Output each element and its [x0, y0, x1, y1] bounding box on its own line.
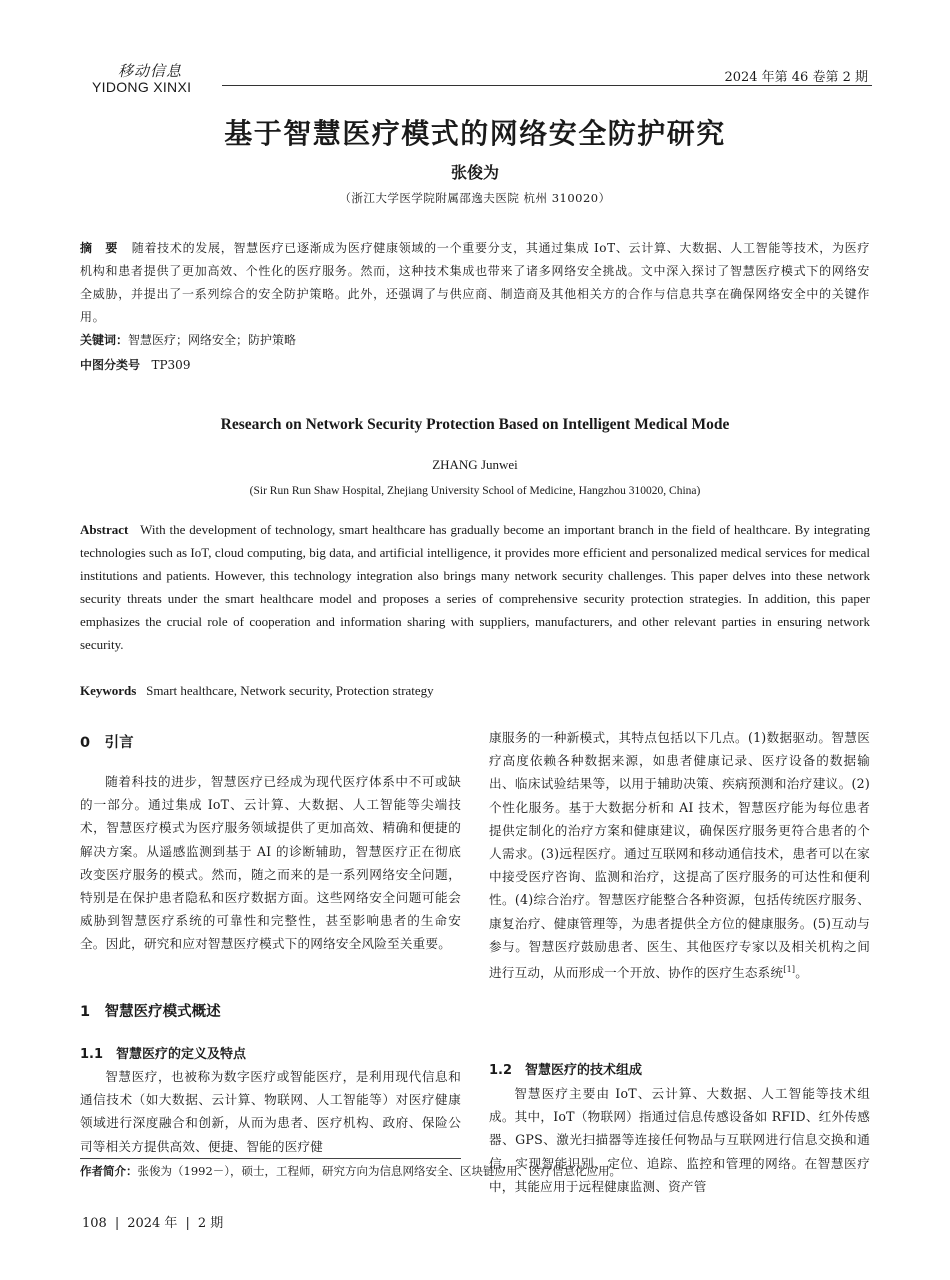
keywords-label-cn: 关键词： — [80, 333, 129, 347]
section-0-text — [80, 770, 461, 956]
abstract-label-cn: 摘 要 — [80, 241, 119, 255]
section-1-1-paragraph-start: 智慧医疗，也被称为数字医疗或智能医疗，是利用现代信息和通信技术（如大数据、云计算、物联网、人工智能等）对医疗健康领域进行深度融合和创新，从而为患者、医疗机构、政府、保险公司等相关方提供高效、便捷、智能的医疗健 — [80, 1069, 461, 1154]
keywords-label-en: Keywords — [80, 683, 137, 698]
affiliation-en: (Sir Run Run Shaw Hospital, Zhejiang University School of Medicine, Hangzhou 310020, China) — [249, 485, 701, 497]
abstract-en — [80, 518, 870, 656]
footnote-text: 张俊为（1992－），硕士，工程师，研究方向为信息网络安全、区块链应用、医疗信息化应用。 — [137, 1164, 622, 1178]
section-1-1-heading: 1.1 智慧医疗的定义及特点 — [80, 1047, 247, 1062]
author-cn: 张俊为 — [450, 163, 499, 182]
journal-name-en: YIDONG XINXI — [92, 79, 192, 95]
affiliation-cn: （浙江大学医学院附属邵逸夫医院 杭州 310020） — [339, 191, 611, 205]
clc-number — [80, 356, 870, 373]
section-1-1-text-right — [489, 726, 870, 984]
section-1-1-end: 。 — [795, 965, 808, 981]
page-footer: 108 | 2024 年 | 2 期 — [82, 1216, 224, 1231]
citation-1: [1] — [783, 965, 796, 975]
section-1-1-text-cont: 康服务的一种新模式，其特点包括以下几点。(1)数据驱动。智慧医疗高度依赖各种数据来源，如患者健康记录、医疗设备的数据输出、临床试验结果等，以用于辅助决策、疾病预测和治疗建议。(2)个性化服务。基于大数据分析和 AI 技术，智慧医疗能为每位患者提供定制化的治疗方案和健康建议，确保医疗服务更符合患者的个人需求。(3)远程医疗。通过互联网和移动通信技术，患者可以在家中接受医疗咨询、监测和治疗，这提高了医疗服务的可达性和便利性。(4)综合治疗。智慧医疗能整合各种资源，包括传统医疗服务、康复治疗、健康管理等，为患者提供全方位的健康服务。(5)互动与参与。智慧医疗鼓励患者、医生、其他医疗专家以及相关机构之间进行互动，从而形成一个开放、协作的医疗生态系统 — [489, 730, 870, 981]
keywords-en — [80, 683, 434, 699]
section-1-1-paragraph-cont — [489, 726, 870, 984]
footnote-rule — [80, 1158, 461, 1159]
issue-info: 2024 年第 46 卷第 2 期 — [724, 70, 868, 85]
section-1-heading: 1 智慧医疗模式概述 — [80, 1004, 221, 1020]
abstract-text-cn: 随着技术的发展，智慧医疗已逐渐成为医疗健康领域的一个重要分支，其通过集成 IoT、云计算、大数据、人工智能等技术，为医疗机构和患者提供了更加高效、个性化的医疗服务。然而，这种技术集成也带来了诸多网络安全挑战。文中深入探讨了智慧医疗模式下的网络安全威胁，并提出了一系列综合的安全防护策略。此外，还强调了与供应商、制造商及其他相关方的合作与信息共享在确保网络安全中的关键作用。 — [80, 241, 870, 324]
footnote-label: 作者简介： — [80, 1164, 138, 1178]
footer-issue: 2 期 — [197, 1216, 224, 1231]
section-1-2-heading: 1.2 智慧医疗的技术组成 — [489, 1063, 643, 1078]
article-title-cn: 基于智慧医疗模式的网络安全防护研究 — [224, 117, 726, 150]
section-1-1-text-left — [80, 1065, 461, 1158]
keywords-text-cn: 智慧医疗；网络安全；防护策略 — [128, 333, 297, 347]
keywords-text-en: Smart healthcare, Network security, Protection strategy — [146, 683, 434, 698]
abstract-cn — [80, 237, 870, 329]
section-0-heading: 0 引言 — [80, 735, 134, 751]
header-rule — [222, 85, 872, 86]
section-1-2-paragraph: 智慧医疗主要由 IoT、云计算、大数据、人工智能等技术组成。其中，IoT（物联网）指通过信息传感设备如 RFID、红外传感器、GPS、激光扫描器等连接任何物品与互联网进行信息交换和通信，实现智能识别、定位、追踪、监控和管理的网络。在智慧医疗中，其能应用于远程健康监测、资产管 — [489, 1086, 870, 1194]
author-en: ZHANG Junwei — [432, 457, 518, 472]
abstract-label-en: Abstract — [80, 522, 129, 537]
section-0-paragraph: 随着科技的进步，智慧医疗已经成为现代医疗体系中不可或缺的一部分。通过集成 IoT、云计算、大数据、人工智能等尖端技术，智慧医疗模式为医疗服务领域提供了更加高效、精确和便捷的解决方案。从遥感监测到基于 AI 的诊断辅助，智慧医疗正在彻底改变医疗服务的模式。然而，随之而来的是一系列网络安全问题，特别是在保护患者隐私和医疗数据方面。这些网络安全问题可能会威胁到智慧医疗系统的可靠性和完整性，甚至影响患者的生命安全。因此，研究和应对智慧医疗模式下的网络安全风险至关重要。 — [80, 774, 461, 952]
journal-name-cn: 移动信息 — [118, 62, 183, 80]
abstract-text-en: With the development of technology, smart healthcare has gradually become an important branch in the field of healthcare. By integrating technologies such as IoT, cloud computing, big data, and artificial intelligence, it provides more efficient and personalized medical services for medical institutions and patients. However, this technology integration also brings many network security challenges. This paper delves into these network security threats under the smart healthcare model and proposes a series of comprehensive security protection strategies. In addition, this paper emphasizes the crucial role of cooperation and information sharing with suppliers, manufacturers, and other relevant parties in ensuring network security. — [80, 522, 870, 652]
section-1-2-text — [489, 1082, 870, 1198]
keywords-cn — [80, 331, 870, 348]
footer-year: 2024 年 — [127, 1216, 178, 1231]
page-number: 108 — [82, 1216, 107, 1231]
clc-value: TP309 — [151, 358, 191, 372]
article-title-en: Research on Network Security Protection Based on Intelligent Medical Mode — [220, 416, 730, 433]
clc-label: 中图分类号 — [80, 358, 141, 372]
